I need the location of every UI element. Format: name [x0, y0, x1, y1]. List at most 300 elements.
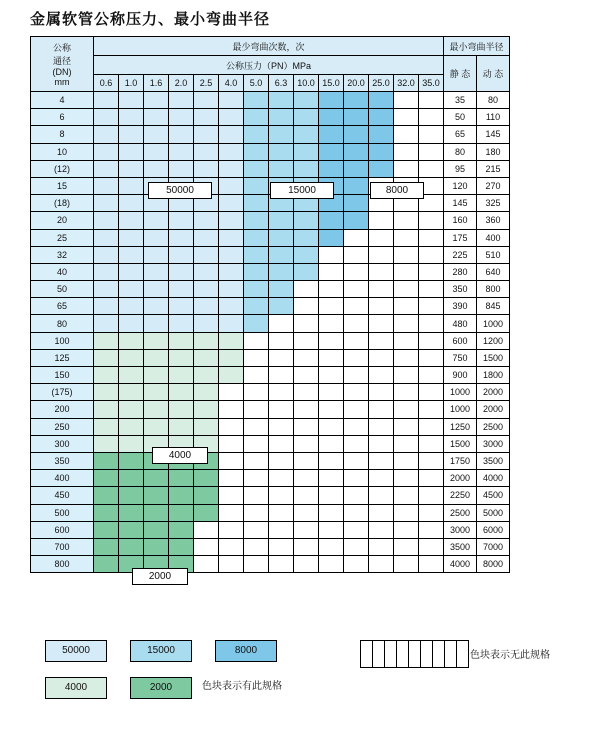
- dn-value-cell: 80: [31, 315, 94, 332]
- spec-cell: [344, 263, 369, 280]
- page-title: 金属软管公称压力、最小弯曲半径: [30, 10, 271, 28]
- dynamic-radius-cell: 3500: [477, 452, 510, 469]
- spec-cell: [269, 435, 294, 452]
- spec-cell: [269, 521, 294, 538]
- spec-cell: [269, 92, 294, 109]
- spec-cell: [244, 263, 269, 280]
- spec-cell: [419, 212, 444, 229]
- spec-cell: [144, 281, 169, 298]
- static-radius-cell: 390: [444, 298, 477, 315]
- spec-cell: [194, 212, 219, 229]
- spec-cell: [369, 556, 394, 573]
- pn-header-1.0: 1.0: [119, 75, 144, 92]
- spec-cell: [194, 538, 219, 555]
- dynamic-radius-cell: 2500: [477, 418, 510, 435]
- dynamic-radius-cell: 1500: [477, 349, 510, 366]
- spec-cell: [169, 487, 194, 504]
- spec-cell: [169, 263, 194, 280]
- dn-value-cell: 600: [31, 521, 94, 538]
- spec-cell: [394, 126, 419, 143]
- dynamic-radius-cell: 4000: [477, 470, 510, 487]
- spec-cell: [219, 126, 244, 143]
- dn-value-cell: (175): [31, 384, 94, 401]
- spec-cell: [194, 401, 219, 418]
- static-radius-cell: 35: [444, 92, 477, 109]
- spec-cell: [319, 92, 344, 109]
- spec-cell: [419, 418, 444, 435]
- spec-cell: [269, 332, 294, 349]
- header-row-2: [31, 56, 510, 75]
- spec-cell: [319, 504, 344, 521]
- spec-cell: [394, 470, 419, 487]
- table-row: [31, 212, 510, 229]
- spec-cell: [244, 487, 269, 504]
- spec-cell: [294, 298, 319, 315]
- table-row: [31, 367, 510, 384]
- spec-cell: [319, 487, 344, 504]
- spec-cell: [394, 92, 419, 109]
- spec-cell: [369, 92, 394, 109]
- spec-cell: [169, 126, 194, 143]
- spec-cell: [269, 160, 294, 177]
- legend-empty-grid: [360, 640, 469, 668]
- legend-swatch-15000: 15000: [130, 640, 192, 662]
- spec-cell: [369, 126, 394, 143]
- legend-grid-cell: [373, 641, 385, 667]
- dn-value-cell: 450: [31, 487, 94, 504]
- legend-grid-cell: [409, 641, 421, 667]
- spec-cell: [244, 246, 269, 263]
- spec-cell: [194, 367, 219, 384]
- spec-cell: [169, 418, 194, 435]
- static-radius-cell: 600: [444, 332, 477, 349]
- dynamic-radius-cell: 4500: [477, 487, 510, 504]
- spec-cell: [194, 109, 219, 126]
- spec-cell: [294, 367, 319, 384]
- dn-value-cell: 150: [31, 367, 94, 384]
- pn-header-2.0: 2.0: [169, 75, 194, 92]
- spec-cell: [94, 504, 119, 521]
- static-radius-cell: 3000: [444, 521, 477, 538]
- spec-cell: [344, 126, 369, 143]
- spec-cell: [219, 401, 244, 418]
- spec-cell: [94, 229, 119, 246]
- spec-cell: [119, 521, 144, 538]
- legend-grid-cell: [397, 641, 409, 667]
- spec-cell: [294, 92, 319, 109]
- table-row: [31, 470, 510, 487]
- spec-cell: [294, 452, 319, 469]
- static-radius-cell: 50: [444, 109, 477, 126]
- spec-cell: [119, 487, 144, 504]
- legend-no-spec-note: 色块表示无此规格: [470, 650, 550, 661]
- dn-value-cell: 25: [31, 229, 94, 246]
- spec-cell: [194, 487, 219, 504]
- spec-cell: [94, 298, 119, 315]
- spec-cell: [94, 315, 119, 332]
- spec-cell: [319, 452, 344, 469]
- spec-cell: [119, 435, 144, 452]
- spec-cell: [219, 246, 244, 263]
- legend-grid-cell: [457, 641, 468, 667]
- spec-cell: [394, 246, 419, 263]
- dn-value-cell: 40: [31, 263, 94, 280]
- dn-value-cell: 20: [31, 212, 94, 229]
- spec-cell: [94, 452, 119, 469]
- spec-cell: [394, 504, 419, 521]
- spec-cell: [244, 349, 269, 366]
- dynamic-radius-cell: 80: [477, 92, 510, 109]
- table-row: [31, 556, 510, 573]
- spec-cell: [144, 126, 169, 143]
- spec-table: [30, 36, 510, 573]
- spec-cell: [244, 452, 269, 469]
- spec-cell: [244, 195, 269, 212]
- spec-cell: [94, 521, 119, 538]
- dynamic-radius-cell: 640: [477, 263, 510, 280]
- spec-cell: [144, 229, 169, 246]
- spec-cell: [219, 384, 244, 401]
- static-radius-cell: 900: [444, 367, 477, 384]
- static-radius-cell: 65: [444, 126, 477, 143]
- spec-cell: [94, 143, 119, 160]
- spec-cell: [319, 418, 344, 435]
- spec-cell: [394, 487, 419, 504]
- spec-cell: [144, 521, 169, 538]
- dn-value-cell: 700: [31, 538, 94, 555]
- spec-cell: [219, 143, 244, 160]
- table-row: [31, 143, 510, 160]
- spec-cell: [269, 367, 294, 384]
- spec-cell: [369, 263, 394, 280]
- dn-value-cell: 65: [31, 298, 94, 315]
- spec-cell: [419, 504, 444, 521]
- spec-cell: [144, 401, 169, 418]
- spec-cell: [394, 538, 419, 555]
- spec-cell: [269, 315, 294, 332]
- dynamic-radius-cell: 145: [477, 126, 510, 143]
- spec-cell: [169, 246, 194, 263]
- spec-cell: [94, 109, 119, 126]
- spec-cell: [344, 229, 369, 246]
- spec-cell: [419, 556, 444, 573]
- spec-cell: [119, 160, 144, 177]
- spec-cell: [294, 538, 319, 555]
- spec-cell: [369, 160, 394, 177]
- spec-cell: [144, 92, 169, 109]
- static-radius-cell: 3500: [444, 538, 477, 555]
- spec-cell: [119, 452, 144, 469]
- spec-cell: [119, 263, 144, 280]
- table-row: [31, 281, 510, 298]
- spec-cell: [344, 452, 369, 469]
- spec-cell: [219, 435, 244, 452]
- spec-cell: [369, 418, 394, 435]
- dn-value-cell: 400: [31, 470, 94, 487]
- spec-cell: [219, 263, 244, 280]
- spec-cell: [419, 160, 444, 177]
- spec-cell: [194, 281, 219, 298]
- spec-cell: [319, 143, 344, 160]
- spec-cell: [244, 332, 269, 349]
- static-radius-cell: 1250: [444, 418, 477, 435]
- table-row: [31, 452, 510, 469]
- spec-cell: [119, 538, 144, 555]
- dn-header-line-4: mm: [54, 77, 70, 87]
- spec-cell: [194, 521, 219, 538]
- spec-cell: [369, 470, 394, 487]
- spec-cell: [369, 143, 394, 160]
- spec-cell: [219, 229, 244, 246]
- spec-cell: [119, 349, 144, 366]
- spec-cell: [294, 487, 319, 504]
- spec-cell: [294, 246, 319, 263]
- spec-cell: [194, 246, 219, 263]
- spec-cell: [219, 315, 244, 332]
- table-row: [31, 229, 510, 246]
- spec-cell: [319, 349, 344, 366]
- spec-cell: [394, 315, 419, 332]
- spec-cell: [369, 538, 394, 555]
- spec-cell: [369, 349, 394, 366]
- spec-cell: [294, 109, 319, 126]
- dn-header-cell: [31, 37, 94, 92]
- spec-cell: [294, 384, 319, 401]
- spec-cell: [244, 143, 269, 160]
- spec-cell: [119, 92, 144, 109]
- spec-cell: [344, 487, 369, 504]
- spec-cell: [369, 109, 394, 126]
- static-radius-cell: 80: [444, 143, 477, 160]
- spec-cell: [94, 332, 119, 349]
- spec-cell: [94, 195, 119, 212]
- spec-cell: [269, 401, 294, 418]
- spec-cell: [94, 212, 119, 229]
- spec-cell: [144, 332, 169, 349]
- spec-cell: [244, 418, 269, 435]
- spec-cell: [419, 401, 444, 418]
- static-radius-cell: 480: [444, 315, 477, 332]
- spec-cell: [219, 349, 244, 366]
- spec-cell: [94, 160, 119, 177]
- spec-cell: [344, 367, 369, 384]
- spec-cell: [344, 92, 369, 109]
- spec-cell: [319, 401, 344, 418]
- pn-header-10.0: 10.0: [294, 75, 319, 92]
- spec-cell: [219, 367, 244, 384]
- static-radius-cell: 1000: [444, 384, 477, 401]
- overlay-label: 50000: [148, 182, 212, 199]
- spec-cell: [269, 212, 294, 229]
- spec-cell: [319, 212, 344, 229]
- spec-cell: [219, 92, 244, 109]
- spec-cell: [344, 177, 369, 194]
- spec-cell: [269, 126, 294, 143]
- spec-cell: [119, 143, 144, 160]
- bend-count-header: 最少弯曲次数，次: [94, 37, 444, 56]
- spec-cell: [119, 332, 144, 349]
- spec-cell: [144, 367, 169, 384]
- spec-cell: [344, 298, 369, 315]
- spec-cell: [269, 349, 294, 366]
- dynamic-radius-cell: 5000: [477, 504, 510, 521]
- spec-cell: [344, 109, 369, 126]
- spec-cell: [294, 504, 319, 521]
- spec-cell: [244, 504, 269, 521]
- legend-grid-cell: [421, 641, 433, 667]
- spec-cell: [244, 401, 269, 418]
- dn-value-cell: 125: [31, 349, 94, 366]
- spec-cell: [144, 298, 169, 315]
- spec-cell: [344, 212, 369, 229]
- spec-cell: [94, 126, 119, 143]
- static-radius-header: 静 态: [444, 56, 477, 92]
- spec-cell: [294, 263, 319, 280]
- spec-cell: [294, 229, 319, 246]
- table-row: [31, 298, 510, 315]
- spec-cell: [319, 281, 344, 298]
- dynamic-radius-header: 动 态: [477, 56, 510, 92]
- spec-cell: [269, 263, 294, 280]
- dn-value-cell: 500: [31, 504, 94, 521]
- dn-value-cell: 50: [31, 281, 94, 298]
- legend-swatch-50000: 50000: [45, 640, 107, 662]
- spec-cell: [269, 487, 294, 504]
- table-row: [31, 504, 510, 521]
- header-row-pn-values: [31, 75, 510, 92]
- dynamic-radius-cell: 7000: [477, 538, 510, 555]
- dn-header-line-3: (DN): [52, 67, 72, 77]
- spec-cell: [269, 504, 294, 521]
- spec-cell: [394, 418, 419, 435]
- spec-cell: [419, 109, 444, 126]
- dn-value-cell: 350: [31, 452, 94, 469]
- spec-cell: [169, 349, 194, 366]
- spec-cell: [169, 281, 194, 298]
- dynamic-radius-cell: 8000: [477, 556, 510, 573]
- spec-cell: [119, 298, 144, 315]
- table-row: [31, 384, 510, 401]
- table-row: [31, 349, 510, 366]
- spec-cell: [344, 470, 369, 487]
- static-radius-cell: 160: [444, 212, 477, 229]
- dn-header-line-1: 公称: [52, 43, 71, 53]
- spec-cell: [194, 470, 219, 487]
- dn-value-cell: 32: [31, 246, 94, 263]
- spec-cell: [119, 367, 144, 384]
- spec-cell: [394, 349, 419, 366]
- spec-cell: [369, 521, 394, 538]
- spec-cell: [219, 160, 244, 177]
- spec-cell: [394, 401, 419, 418]
- spec-cell: [119, 177, 144, 194]
- spec-cell: [419, 349, 444, 366]
- spec-cell: [419, 452, 444, 469]
- spec-cell: [269, 143, 294, 160]
- spec-cell: [169, 504, 194, 521]
- legend-swatch-8000: 8000: [215, 640, 277, 662]
- spec-cell: [94, 470, 119, 487]
- spec-cell: [419, 246, 444, 263]
- spec-cell: [169, 298, 194, 315]
- spec-cell: [294, 143, 319, 160]
- table-row: [31, 521, 510, 538]
- spec-cell: [419, 143, 444, 160]
- spec-cell: [269, 452, 294, 469]
- dynamic-radius-cell: 360: [477, 212, 510, 229]
- spec-cell: [419, 281, 444, 298]
- pn-header-20.0: 20.0: [344, 75, 369, 92]
- pressure-header: 公称压力（PN）MPa: [94, 56, 444, 75]
- spec-cell: [94, 556, 119, 573]
- static-radius-cell: 225: [444, 246, 477, 263]
- spec-cell: [344, 160, 369, 177]
- spec-cell: [294, 470, 319, 487]
- spec-cell: [269, 281, 294, 298]
- spec-cell: [119, 229, 144, 246]
- spec-cell: [394, 521, 419, 538]
- dn-value-cell: 10: [31, 143, 94, 160]
- spec-cell: [419, 126, 444, 143]
- dn-value-cell: 15: [31, 177, 94, 194]
- spec-cell: [419, 315, 444, 332]
- spec-cell: [94, 384, 119, 401]
- spec-cell: [119, 401, 144, 418]
- static-radius-cell: 95: [444, 160, 477, 177]
- spec-cell: [169, 212, 194, 229]
- dynamic-radius-cell: 6000: [477, 521, 510, 538]
- legend-grid-cell: [361, 641, 373, 667]
- spec-cell: [194, 418, 219, 435]
- spec-cell: [369, 298, 394, 315]
- spec-cell: [119, 470, 144, 487]
- legend-grid-cell: [445, 641, 457, 667]
- overlay-label: 8000: [370, 182, 424, 199]
- spec-cell: [219, 298, 244, 315]
- dn-value-cell: 200: [31, 401, 94, 418]
- static-radius-cell: 120: [444, 177, 477, 194]
- spec-cell: [344, 538, 369, 555]
- table-row: [31, 401, 510, 418]
- spec-cell: [319, 470, 344, 487]
- dynamic-radius-cell: 215: [477, 160, 510, 177]
- dynamic-radius-cell: 270: [477, 177, 510, 194]
- spec-cell: [169, 315, 194, 332]
- spec-cell: [119, 315, 144, 332]
- static-radius-cell: 750: [444, 349, 477, 366]
- spec-cell: [219, 521, 244, 538]
- spec-cell: [319, 556, 344, 573]
- spec-cell: [194, 92, 219, 109]
- spec-cell: [269, 384, 294, 401]
- spec-cell: [94, 281, 119, 298]
- dn-header-line-2: 通径: [52, 56, 71, 66]
- spec-cell: [269, 246, 294, 263]
- spec-cell: [194, 160, 219, 177]
- dynamic-radius-cell: 3000: [477, 435, 510, 452]
- spec-cell: [344, 435, 369, 452]
- spec-cell: [144, 504, 169, 521]
- spec-cell: [394, 281, 419, 298]
- spec-cell: [294, 160, 319, 177]
- spec-cell: [219, 195, 244, 212]
- spec-cell: [219, 556, 244, 573]
- spec-cell: [94, 246, 119, 263]
- static-radius-cell: 2000: [444, 470, 477, 487]
- table-body: [31, 92, 510, 573]
- spec-cell: [119, 504, 144, 521]
- spec-cell: [394, 109, 419, 126]
